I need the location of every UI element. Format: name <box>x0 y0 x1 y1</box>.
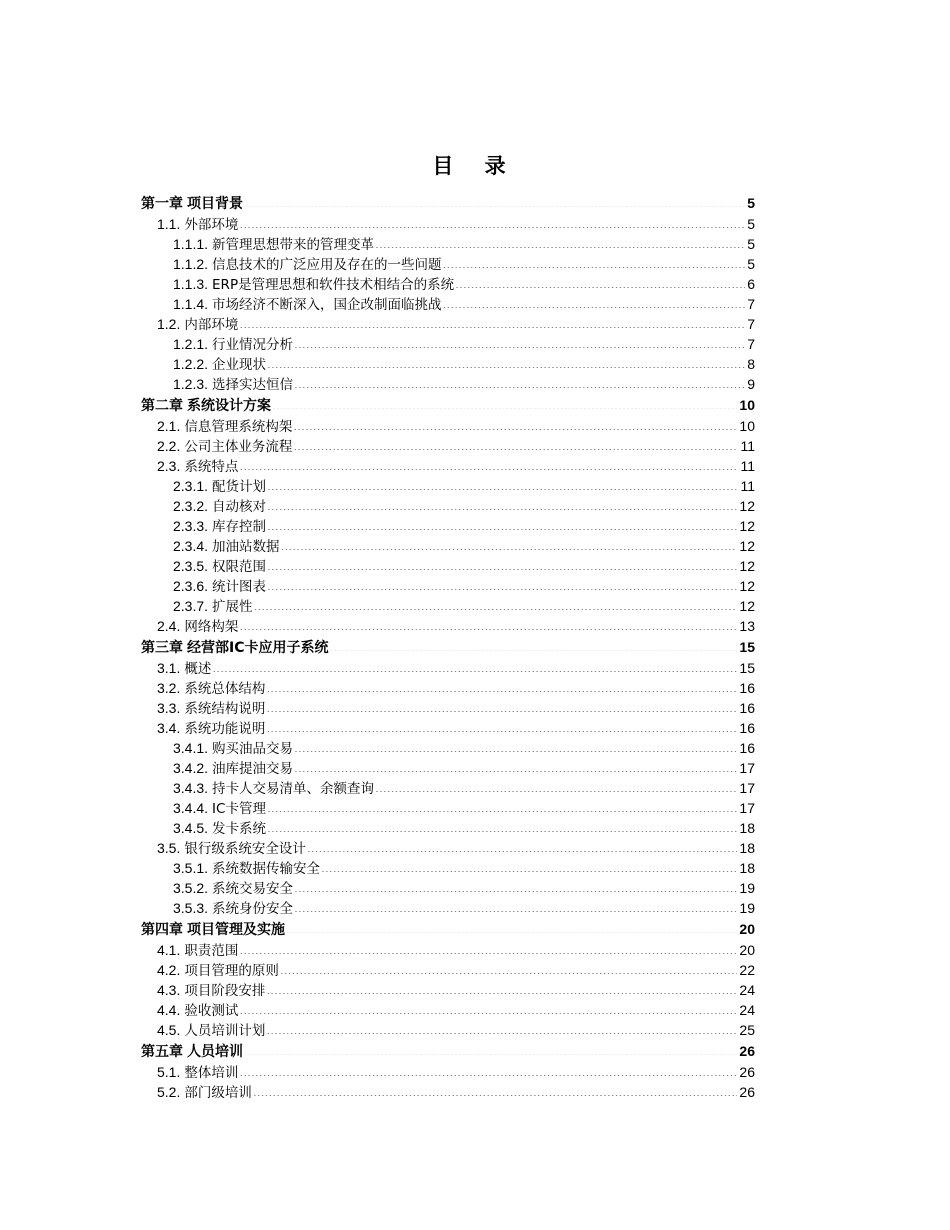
toc-entry-label: 新管理思想带来的管理变革 <box>212 237 375 253</box>
toc-entry[interactable] <box>141 1040 755 1062</box>
toc-entry-page-number: 22 <box>739 962 755 978</box>
toc-entry-number: 3.4.3. <box>173 780 209 796</box>
toc-entry-page-number: 10 <box>739 418 755 434</box>
toc-entry-label: 系统数据传输安全 <box>212 861 321 877</box>
dot-leader <box>266 718 737 732</box>
toc-entry[interactable] <box>141 980 755 1000</box>
dot-leader <box>294 898 737 912</box>
toc-entry-label: 权限范围 <box>212 559 267 575</box>
toc-entry[interactable] <box>141 616 755 636</box>
toc-entry-number: 2.1. <box>157 418 181 434</box>
toc-entry-page-number: 18 <box>739 820 755 836</box>
toc-entry[interactable] <box>141 354 755 374</box>
toc-entry[interactable] <box>141 556 755 576</box>
toc-entry-number: 2.4. <box>157 618 181 634</box>
toc-entry-number: 5.1. <box>157 1064 181 1080</box>
toc-entry-number: 3.4.5. <box>173 820 209 836</box>
dot-leader <box>286 919 737 933</box>
dot-leader <box>266 1020 737 1034</box>
dot-leader <box>267 354 745 368</box>
toc-entry-label: 统计图表 <box>212 579 267 595</box>
toc-entry-label: 职责范围 <box>184 943 239 959</box>
toc-entry-page-number: 5 <box>747 236 755 252</box>
toc-entry-page-number: 18 <box>739 860 755 876</box>
toc-entry-page-number: 6 <box>747 276 755 292</box>
toc-entry[interactable] <box>141 878 755 898</box>
toc-entry-number: 1.1.4. <box>173 296 209 312</box>
toc-entry-page-number: 18 <box>739 840 755 856</box>
dot-leader <box>239 616 737 630</box>
toc-entry-number: 3.3. <box>157 700 181 716</box>
toc-entry-number: 3.5.3. <box>173 900 209 916</box>
toc-entry[interactable] <box>141 940 755 960</box>
toc-entry[interactable] <box>141 960 755 980</box>
toc-entry-label: 发卡系统 <box>212 821 267 837</box>
dot-leader <box>280 960 738 974</box>
toc-entry-page-number: 16 <box>739 740 755 756</box>
toc-entry-number: 4.5. <box>157 1022 181 1038</box>
toc-entry-label: 自动核对 <box>212 499 267 515</box>
toc-entry-page-number: 16 <box>739 700 755 716</box>
toc-entry-number: 1.2.3. <box>173 376 209 392</box>
toc-entry[interactable] <box>141 1062 755 1082</box>
toc-entry-number: 2.3.3. <box>173 518 209 534</box>
dot-leader <box>294 878 737 892</box>
toc-entry[interactable] <box>141 192 755 214</box>
dot-leader <box>267 556 737 570</box>
toc-entry-label: 库存控制 <box>212 519 267 535</box>
dot-leader <box>266 698 737 712</box>
toc-entry-label: 概述 <box>184 661 212 677</box>
toc-entry-label: 系统功能说明 <box>184 721 266 737</box>
toc-entry-label: 企业现状 <box>212 357 267 373</box>
toc-entry-label: 购买油品交易 <box>212 741 294 757</box>
toc-entry-label: 银行级系统安全设计 <box>184 841 306 857</box>
toc-entry-number: 1.1.1. <box>173 236 209 252</box>
dot-leader <box>239 456 738 470</box>
toc-entry[interactable] <box>141 496 755 516</box>
toc-entry-page-number: 11 <box>740 478 755 494</box>
toc-entry[interactable] <box>141 334 755 354</box>
dot-leader <box>267 516 737 530</box>
toc-entry-number: 第二章 <box>141 397 183 413</box>
dot-leader <box>239 214 745 228</box>
dot-leader <box>293 416 737 430</box>
dot-leader <box>443 254 746 268</box>
dot-leader <box>267 476 738 490</box>
toc-entry-number: 3.4.2. <box>173 760 209 776</box>
dot-leader <box>267 576 737 590</box>
dot-leader <box>375 234 745 248</box>
toc-entry[interactable] <box>141 918 755 940</box>
toc-entry[interactable] <box>141 254 755 274</box>
toc-entry-number: 1.2.1. <box>173 336 209 352</box>
toc-entry-label: 外部环境 <box>184 217 239 233</box>
toc-entry-page-number: 19 <box>739 900 755 916</box>
toc-entry-label: 系统设计方案 <box>187 398 271 414</box>
toc-entry-number: 1.1.3. <box>173 276 209 292</box>
toc-entry-label: 人员培训 <box>187 1044 243 1060</box>
toc-entry-page-number: 15 <box>739 660 755 676</box>
toc-entry[interactable] <box>141 738 755 758</box>
toc-entry-label: 经营部IC卡应用子系统 <box>187 640 329 656</box>
dot-leader <box>239 940 737 954</box>
dot-leader <box>239 1062 737 1076</box>
toc-entry[interactable] <box>141 234 755 254</box>
toc-entry-label: 扩展性 <box>212 599 253 615</box>
toc-entry-page-number: 5 <box>747 195 755 211</box>
toc-entry[interactable] <box>141 898 755 918</box>
toc-entry-page-number: 9 <box>747 376 755 392</box>
toc-entry[interactable] <box>141 798 755 818</box>
dot-leader <box>239 1000 737 1014</box>
toc-entry-page-number: 20 <box>739 942 755 958</box>
toc-entry-page-number: 26 <box>739 1043 755 1059</box>
toc-entry[interactable] <box>141 658 755 678</box>
toc-entry-label: 系统身份安全 <box>212 901 294 917</box>
toc-entry-page-number: 16 <box>739 720 755 736</box>
dot-leader <box>294 374 745 388</box>
toc-entry-label: 部门级培训 <box>184 1085 252 1101</box>
toc-entry-label: 油库提油交易 <box>212 761 294 777</box>
toc-entry[interactable] <box>141 698 755 718</box>
dot-leader <box>329 637 737 651</box>
toc-entry-number: 2.3. <box>157 458 181 474</box>
toc-entry-label: 选择实达恒信 <box>212 377 294 393</box>
dot-leader <box>267 818 737 832</box>
toc-entry-number: 1.1. <box>157 216 181 232</box>
toc-entry-page-number: 13 <box>739 618 755 634</box>
toc-entry-number: 4.4. <box>157 1002 181 1018</box>
toc-entry-number: 2.3.1. <box>173 478 209 494</box>
toc-entry-page-number: 5 <box>747 256 755 272</box>
dot-leader <box>266 980 737 994</box>
toc-entry-page-number: 8 <box>747 356 755 372</box>
toc-entry-page-number: 20 <box>739 921 755 937</box>
toc-entry[interactable] <box>141 838 755 858</box>
toc-entry[interactable] <box>141 536 755 556</box>
dot-leader <box>294 738 737 752</box>
toc-entry-page-number: 12 <box>739 558 755 574</box>
toc-entry-number: 3.5.1. <box>173 860 209 876</box>
toc-entry-number: 3.4.1. <box>173 740 209 756</box>
dot-leader <box>239 314 745 328</box>
toc-entry-label: 整体培训 <box>184 1065 239 1081</box>
toc-entry-label: 市场经济不断深入，国企改制面临挑战 <box>212 297 442 313</box>
toc-entry-label: 配货计划 <box>212 479 267 495</box>
toc-entry-number: 4.3. <box>157 982 181 998</box>
toc-entry-label: 信息管理系统构架 <box>184 419 293 435</box>
toc-entry[interactable] <box>141 516 755 536</box>
toc-entry-label: 验收测试 <box>184 1003 239 1019</box>
toc-entry[interactable] <box>141 214 755 234</box>
dot-leader <box>244 193 745 207</box>
toc-entry-page-number: 24 <box>739 982 755 998</box>
dot-leader <box>266 678 737 692</box>
toc-entry-number: 5.2. <box>157 1084 181 1100</box>
toc-entry[interactable] <box>141 636 755 658</box>
dot-leader <box>294 758 737 772</box>
toc-entry-number: 1.1.2. <box>173 256 209 272</box>
toc-entry-number: 1.2. <box>157 316 181 332</box>
toc-entry-number: 3.1. <box>157 660 181 676</box>
toc-title: 目 录 <box>432 154 518 178</box>
toc-entry[interactable] <box>141 394 755 416</box>
toc-entry-number: 3.5. <box>157 840 181 856</box>
toc-entry-page-number: 19 <box>739 880 755 896</box>
toc-entry[interactable] <box>141 314 755 334</box>
toc-entry-number: 3.2. <box>157 680 181 696</box>
toc-entry-label: 公司主体业务流程 <box>184 439 293 455</box>
toc-entry-page-number: 7 <box>747 316 755 332</box>
toc-entry[interactable] <box>141 1020 755 1040</box>
toc-entry-number: 1.2.2. <box>173 356 209 372</box>
toc-entry[interactable] <box>141 596 755 616</box>
toc-entry-page-number: 24 <box>739 1002 755 1018</box>
toc-entry-label: 系统总体结构 <box>184 681 266 697</box>
dot-leader <box>281 536 738 550</box>
toc-entry-page-number: 12 <box>739 598 755 614</box>
toc-entry-label: 项目背景 <box>187 196 243 212</box>
toc-entry-label: 加油站数据 <box>212 539 280 555</box>
toc-entry-page-number: 26 <box>739 1084 755 1100</box>
toc-entry-page-number: 10 <box>739 397 755 413</box>
toc-entry-page-number: 15 <box>739 639 755 655</box>
toc-entry-page-number: 7 <box>747 336 755 352</box>
table-of-contents <box>141 192 755 1102</box>
dot-leader <box>307 838 738 852</box>
toc-entry-number: 2.3.7. <box>173 598 209 614</box>
toc-entry-page-number: 17 <box>739 800 755 816</box>
toc-entry[interactable] <box>141 1000 755 1020</box>
toc-entry-page-number: 12 <box>739 518 755 534</box>
toc-entry[interactable] <box>141 1082 755 1102</box>
toc-entry-label: 信息技术的广泛应用及存在的一些问题 <box>212 257 442 273</box>
toc-entry[interactable] <box>141 476 755 496</box>
dot-leader <box>294 334 745 348</box>
toc-entry-number: 3.4. <box>157 720 181 736</box>
toc-entry-label: IC卡管理 <box>212 801 266 817</box>
toc-entry-number: 3.5.2. <box>173 880 209 896</box>
toc-entry-page-number: 12 <box>739 498 755 514</box>
toc-entry-number: 2.3.6. <box>173 578 209 594</box>
toc-entry-number: 第三章 <box>141 639 183 655</box>
toc-entry-label: 项目阶段安排 <box>184 983 266 999</box>
toc-entry-page-number: 12 <box>739 578 755 594</box>
toc-entry-label: 网络构架 <box>184 619 239 635</box>
dot-leader <box>254 596 738 610</box>
dot-leader <box>267 798 737 812</box>
dot-leader <box>253 1082 738 1096</box>
dot-leader <box>244 1041 737 1055</box>
toc-entry[interactable] <box>141 818 755 838</box>
dot-leader <box>293 436 738 450</box>
toc-entry-page-number: 12 <box>739 538 755 554</box>
toc-entry-page-number: 11 <box>740 438 755 454</box>
dot-leader <box>443 294 746 308</box>
toc-entry-number: 2.2. <box>157 438 181 454</box>
dot-leader <box>455 274 745 288</box>
toc-entry-page-number: 11 <box>740 458 755 474</box>
toc-entry[interactable] <box>141 576 755 596</box>
toc-entry-label: 持卡人交易清单、余额查询 <box>212 781 375 797</box>
toc-entry-label: 内部环境 <box>184 317 239 333</box>
toc-entry-number: 第五章 <box>141 1043 183 1059</box>
dot-leader <box>321 858 737 872</box>
toc-entry[interactable] <box>141 678 755 698</box>
toc-entry-number: 4.2. <box>157 962 181 978</box>
toc-entry[interactable] <box>141 436 755 456</box>
dot-leader <box>267 496 737 510</box>
toc-entry[interactable] <box>141 456 755 476</box>
toc-entry[interactable] <box>141 416 755 436</box>
toc-entry[interactable] <box>141 778 755 798</box>
toc-entry-page-number: 17 <box>739 780 755 796</box>
dot-leader <box>375 778 737 792</box>
toc-entry[interactable] <box>141 718 755 738</box>
toc-entry-label: 系统交易安全 <box>212 881 294 897</box>
toc-entry[interactable] <box>141 858 755 878</box>
toc-entry-label: ERP是管理思想和软件技术相结合的系统 <box>212 277 455 293</box>
toc-entry[interactable] <box>141 274 755 294</box>
toc-entry-number: 2.3.2. <box>173 498 209 514</box>
toc-entry-number: 3.4.4. <box>173 800 209 816</box>
toc-entry-label: 系统特点 <box>184 459 239 475</box>
toc-entry-label: 项目管理的原则 <box>184 963 279 979</box>
toc-entry-label: 项目管理及实施 <box>187 922 285 938</box>
toc-entry-page-number: 25 <box>739 1022 755 1038</box>
toc-entry-number: 第一章 <box>141 195 183 211</box>
toc-entry-number: 第四章 <box>141 921 183 937</box>
toc-entry-page-number: 7 <box>747 296 755 312</box>
toc-entry-label: 系统结构说明 <box>184 701 266 717</box>
toc-entry-page-number: 16 <box>739 680 755 696</box>
toc-entry-label: 人员培训计划 <box>184 1023 266 1039</box>
toc-entry-number: 2.3.5. <box>173 558 209 574</box>
toc-entry[interactable] <box>141 758 755 778</box>
toc-entry-number: 2.3.4. <box>173 538 209 554</box>
toc-entry-page-number: 26 <box>739 1064 755 1080</box>
dot-leader <box>272 395 737 409</box>
toc-entry[interactable] <box>141 294 755 314</box>
toc-entry-number: 4.1. <box>157 942 181 958</box>
toc-entry[interactable] <box>141 374 755 394</box>
toc-entry-label: 行业情况分析 <box>212 337 294 353</box>
dot-leader <box>212 658 737 672</box>
toc-entry-page-number: 17 <box>739 760 755 776</box>
toc-entry-page-number: 5 <box>747 216 755 232</box>
